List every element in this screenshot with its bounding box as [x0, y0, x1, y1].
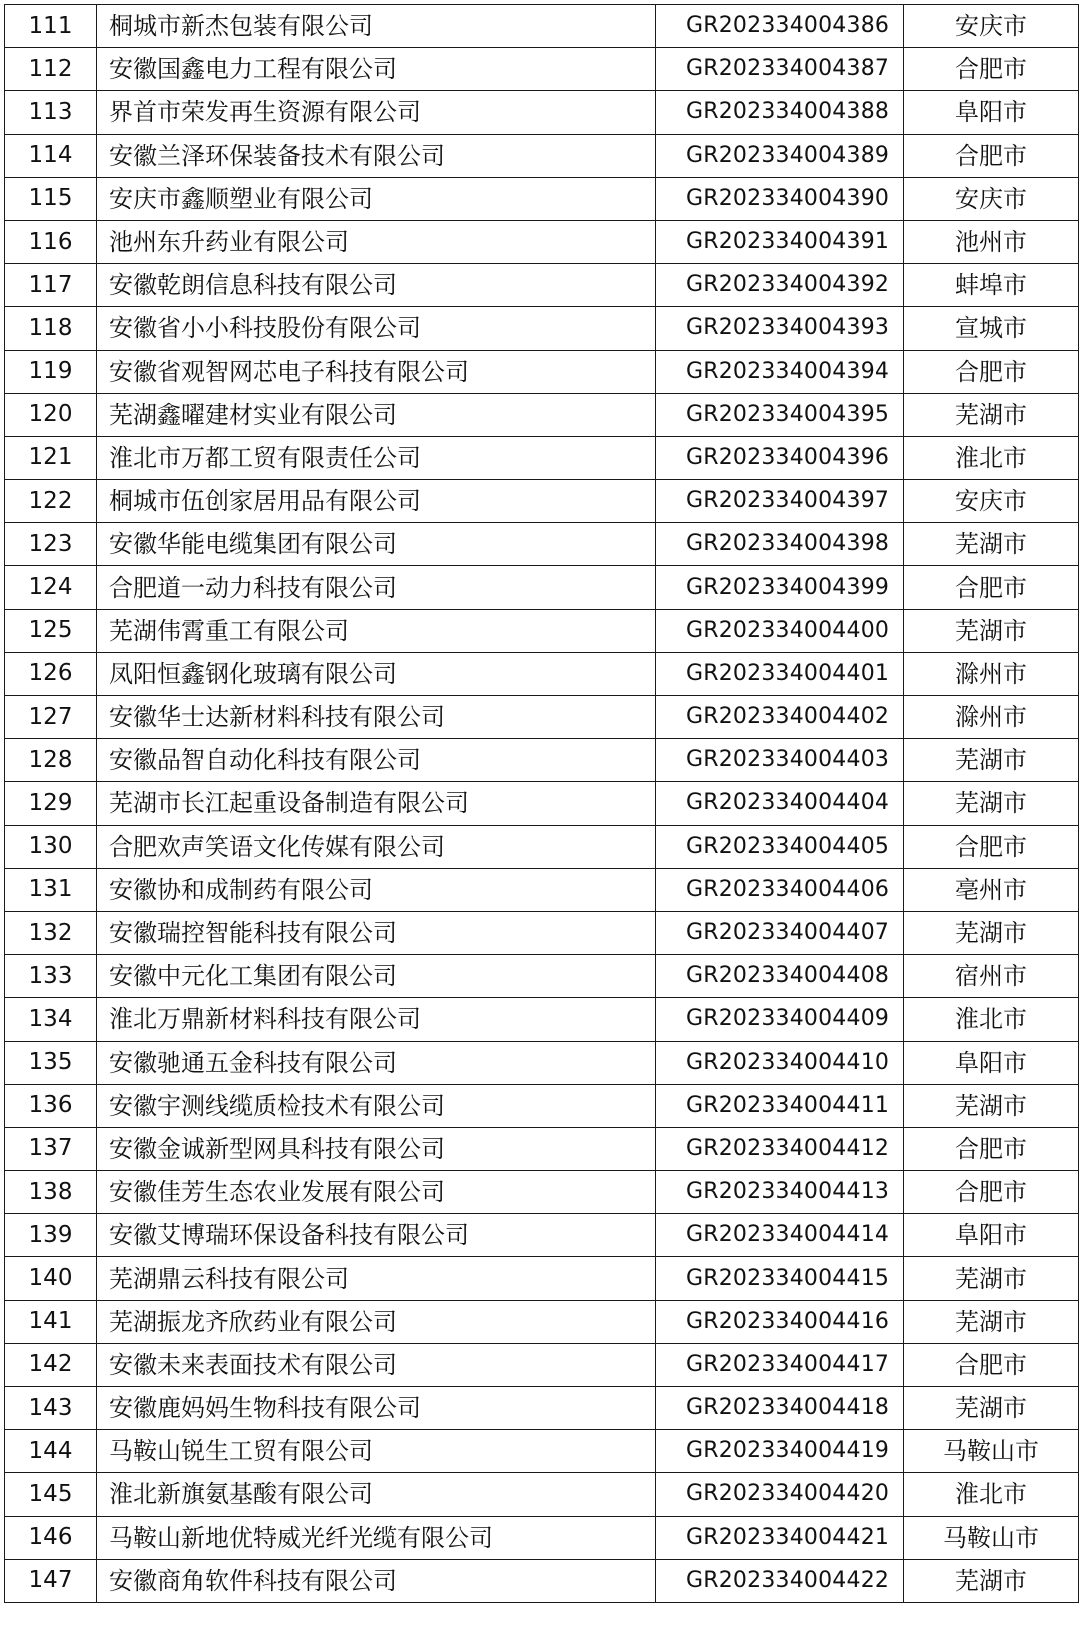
- company-name: 马鞍山锐生工贸有限公司: [97, 1430, 656, 1473]
- row-number: 140: [5, 1257, 97, 1300]
- row-number: 125: [5, 609, 97, 652]
- table-row: [5, 652, 1079, 695]
- row-number: 133: [5, 955, 97, 998]
- row-number: 132: [5, 911, 97, 954]
- city: 宣城市: [904, 307, 1079, 350]
- certificate-number: GR202334004407: [656, 911, 904, 954]
- company-name: 界首市荣发再生资源有限公司: [97, 91, 656, 134]
- company-name: 芜湖伟霄重工有限公司: [97, 609, 656, 652]
- table-row: [5, 480, 1079, 523]
- table-row: [5, 739, 1079, 782]
- table-row: [5, 566, 1079, 609]
- city: 芜湖市: [904, 1257, 1079, 1300]
- company-name: 安徽佳芳生态农业发展有限公司: [97, 1171, 656, 1214]
- city: 合肥市: [904, 1127, 1079, 1170]
- certificate-number: GR202334004410: [656, 1041, 904, 1084]
- city: 合肥市: [904, 566, 1079, 609]
- certificate-number: GR202334004393: [656, 307, 904, 350]
- certificate-number: GR202334004418: [656, 1387, 904, 1430]
- row-number: 112: [5, 48, 97, 91]
- table-row: [5, 998, 1079, 1041]
- row-number: 130: [5, 825, 97, 868]
- company-name: 池州东升药业有限公司: [97, 220, 656, 263]
- table-row: [5, 1171, 1079, 1214]
- city: 阜阳市: [904, 91, 1079, 134]
- company-name: 安徽未来表面技术有限公司: [97, 1343, 656, 1386]
- certificate-number: GR202334004420: [656, 1473, 904, 1516]
- company-name: 凤阳恒鑫钢化玻璃有限公司: [97, 652, 656, 695]
- table-row: [5, 1257, 1079, 1300]
- table-row: [5, 48, 1079, 91]
- row-number: 146: [5, 1516, 97, 1559]
- certificate-number: GR202334004396: [656, 436, 904, 479]
- city: 马鞍山市: [904, 1430, 1079, 1473]
- city: 阜阳市: [904, 1214, 1079, 1257]
- row-number: 138: [5, 1171, 97, 1214]
- city: 安庆市: [904, 5, 1079, 48]
- table-row: [5, 436, 1079, 479]
- certificate-number: GR202334004387: [656, 48, 904, 91]
- city: 蚌埠市: [904, 264, 1079, 307]
- city: 淮北市: [904, 998, 1079, 1041]
- table-row: [5, 1473, 1079, 1516]
- table-row: [5, 1516, 1079, 1559]
- company-name: 安徽商角软件科技有限公司: [97, 1559, 656, 1602]
- row-number: 127: [5, 696, 97, 739]
- row-number: 120: [5, 393, 97, 436]
- certificate-number: GR202334004415: [656, 1257, 904, 1300]
- table-row: [5, 177, 1079, 220]
- row-number: 144: [5, 1430, 97, 1473]
- table-row: [5, 782, 1079, 825]
- certificate-number: GR202334004399: [656, 566, 904, 609]
- company-table-body: [5, 5, 1079, 1603]
- certificate-number: GR202334004402: [656, 696, 904, 739]
- company-table: [4, 4, 1079, 1603]
- row-number: 141: [5, 1300, 97, 1343]
- table-row: [5, 1300, 1079, 1343]
- city: 滁州市: [904, 696, 1079, 739]
- city: 芜湖市: [904, 1559, 1079, 1602]
- company-name: 桐城市伍创家居用品有限公司: [97, 480, 656, 523]
- company-name: 安徽鹿妈妈生物科技有限公司: [97, 1387, 656, 1430]
- company-name: 安徽品智自动化科技有限公司: [97, 739, 656, 782]
- row-number: 137: [5, 1127, 97, 1170]
- city: 合肥市: [904, 1171, 1079, 1214]
- table-row: [5, 307, 1079, 350]
- row-number: 114: [5, 134, 97, 177]
- row-number: 129: [5, 782, 97, 825]
- company-name: 安徽金诚新型网具科技有限公司: [97, 1127, 656, 1170]
- table-row: [5, 868, 1079, 911]
- certificate-number: GR202334004386: [656, 5, 904, 48]
- row-number: 122: [5, 480, 97, 523]
- certificate-number: GR202334004414: [656, 1214, 904, 1257]
- company-name: 马鞍山新地优特威光纤光缆有限公司: [97, 1516, 656, 1559]
- city: 芜湖市: [904, 523, 1079, 566]
- city: 芜湖市: [904, 393, 1079, 436]
- row-number: 126: [5, 652, 97, 695]
- certificate-number: GR202334004412: [656, 1127, 904, 1170]
- table-row: [5, 91, 1079, 134]
- city: 阜阳市: [904, 1041, 1079, 1084]
- certificate-number: GR202334004417: [656, 1343, 904, 1386]
- certificate-number: GR202334004411: [656, 1084, 904, 1127]
- company-name: 合肥道一动力科技有限公司: [97, 566, 656, 609]
- city: 芜湖市: [904, 1084, 1079, 1127]
- city: 合肥市: [904, 134, 1079, 177]
- row-number: 131: [5, 868, 97, 911]
- certificate-number: GR202334004401: [656, 652, 904, 695]
- row-number: 139: [5, 1214, 97, 1257]
- company-name: 安徽兰泽环保装备技术有限公司: [97, 134, 656, 177]
- certificate-number: GR202334004419: [656, 1430, 904, 1473]
- company-name: 芜湖鑫曜建材实业有限公司: [97, 393, 656, 436]
- certificate-number: GR202334004406: [656, 868, 904, 911]
- company-name: 安庆市鑫顺塑业有限公司: [97, 177, 656, 220]
- company-name: 安徽中元化工集团有限公司: [97, 955, 656, 998]
- table-row: [5, 911, 1079, 954]
- row-number: 145: [5, 1473, 97, 1516]
- certificate-number: GR202334004390: [656, 177, 904, 220]
- city: 亳州市: [904, 868, 1079, 911]
- row-number: 124: [5, 566, 97, 609]
- table-row: [5, 696, 1079, 739]
- certificate-number: GR202334004422: [656, 1559, 904, 1602]
- certificate-number: GR202334004404: [656, 782, 904, 825]
- city: 安庆市: [904, 480, 1079, 523]
- company-name: 芜湖市长江起重设备制造有限公司: [97, 782, 656, 825]
- row-number: 135: [5, 1041, 97, 1084]
- certificate-number: GR202334004409: [656, 998, 904, 1041]
- city: 芜湖市: [904, 1387, 1079, 1430]
- city: 马鞍山市: [904, 1516, 1079, 1559]
- certificate-number: GR202334004394: [656, 350, 904, 393]
- certificate-number: GR202334004395: [656, 393, 904, 436]
- row-number: 142: [5, 1343, 97, 1386]
- city: 宿州市: [904, 955, 1079, 998]
- city: 芜湖市: [904, 911, 1079, 954]
- certificate-number: GR202334004408: [656, 955, 904, 998]
- city: 芜湖市: [904, 739, 1079, 782]
- city: 合肥市: [904, 1343, 1079, 1386]
- table-row: [5, 393, 1079, 436]
- city: 芜湖市: [904, 609, 1079, 652]
- row-number: 113: [5, 91, 97, 134]
- company-name: 桐城市新杰包装有限公司: [97, 5, 656, 48]
- table-row: [5, 609, 1079, 652]
- row-number: 115: [5, 177, 97, 220]
- company-name: 安徽艾博瑞环保设备科技有限公司: [97, 1214, 656, 1257]
- company-name: 安徽省观智网芯电子科技有限公司: [97, 350, 656, 393]
- company-name: 淮北新旗氨基酸有限公司: [97, 1473, 656, 1516]
- table-row: [5, 1343, 1079, 1386]
- certificate-number: GR202334004421: [656, 1516, 904, 1559]
- city: 合肥市: [904, 350, 1079, 393]
- company-name: 安徽瑞控智能科技有限公司: [97, 911, 656, 954]
- certificate-number: GR202334004405: [656, 825, 904, 868]
- row-number: 111: [5, 5, 97, 48]
- company-name: 安徽宇测线缆质检技术有限公司: [97, 1084, 656, 1127]
- company-name: 合肥欢声笑语文化传媒有限公司: [97, 825, 656, 868]
- city: 池州市: [904, 220, 1079, 263]
- table-row: [5, 1127, 1079, 1170]
- company-name: 安徽驰通五金科技有限公司: [97, 1041, 656, 1084]
- company-name: 芜湖鼎云科技有限公司: [97, 1257, 656, 1300]
- company-name: 安徽国鑫电力工程有限公司: [97, 48, 656, 91]
- company-name: 安徽乾朗信息科技有限公司: [97, 264, 656, 307]
- certificate-number: GR202334004416: [656, 1300, 904, 1343]
- row-number: 134: [5, 998, 97, 1041]
- table-row: [5, 1084, 1079, 1127]
- certificate-number: GR202334004403: [656, 739, 904, 782]
- city: 合肥市: [904, 48, 1079, 91]
- certificate-number: GR202334004388: [656, 91, 904, 134]
- certificate-number: GR202334004398: [656, 523, 904, 566]
- company-name: 安徽华能电缆集团有限公司: [97, 523, 656, 566]
- table-row: [5, 1430, 1079, 1473]
- city: 安庆市: [904, 177, 1079, 220]
- certificate-number: GR202334004392: [656, 264, 904, 307]
- row-number: 147: [5, 1559, 97, 1602]
- table-row: [5, 1387, 1079, 1430]
- company-name: 安徽华士达新材料科技有限公司: [97, 696, 656, 739]
- company-name: 安徽协和成制药有限公司: [97, 868, 656, 911]
- table-row: [5, 955, 1079, 998]
- row-number: 143: [5, 1387, 97, 1430]
- row-number: 116: [5, 220, 97, 263]
- company-name: 芜湖振龙齐欣药业有限公司: [97, 1300, 656, 1343]
- certificate-number: GR202334004397: [656, 480, 904, 523]
- company-name: 安徽省小小科技股份有限公司: [97, 307, 656, 350]
- table-row: [5, 220, 1079, 263]
- company-name: 淮北市万都工贸有限责任公司: [97, 436, 656, 479]
- row-number: 119: [5, 350, 97, 393]
- table-row: [5, 1041, 1079, 1084]
- table-row: [5, 264, 1079, 307]
- certificate-number: GR202334004389: [656, 134, 904, 177]
- table-row: [5, 523, 1079, 566]
- city: 芜湖市: [904, 1300, 1079, 1343]
- certificate-number: GR202334004413: [656, 1171, 904, 1214]
- city: 芜湖市: [904, 782, 1079, 825]
- certificate-number: GR202334004400: [656, 609, 904, 652]
- row-number: 117: [5, 264, 97, 307]
- company-name: 淮北万鼎新材料科技有限公司: [97, 998, 656, 1041]
- row-number: 136: [5, 1084, 97, 1127]
- certificate-number: GR202334004391: [656, 220, 904, 263]
- row-number: 118: [5, 307, 97, 350]
- table-row: [5, 825, 1079, 868]
- city: 合肥市: [904, 825, 1079, 868]
- row-number: 123: [5, 523, 97, 566]
- table-row: [5, 1214, 1079, 1257]
- table-row: [5, 5, 1079, 48]
- row-number: 121: [5, 436, 97, 479]
- city: 滁州市: [904, 652, 1079, 695]
- table-row: [5, 350, 1079, 393]
- table-row: [5, 1559, 1079, 1602]
- table-row: [5, 134, 1079, 177]
- row-number: 128: [5, 739, 97, 782]
- city: 淮北市: [904, 436, 1079, 479]
- city: 淮北市: [904, 1473, 1079, 1516]
